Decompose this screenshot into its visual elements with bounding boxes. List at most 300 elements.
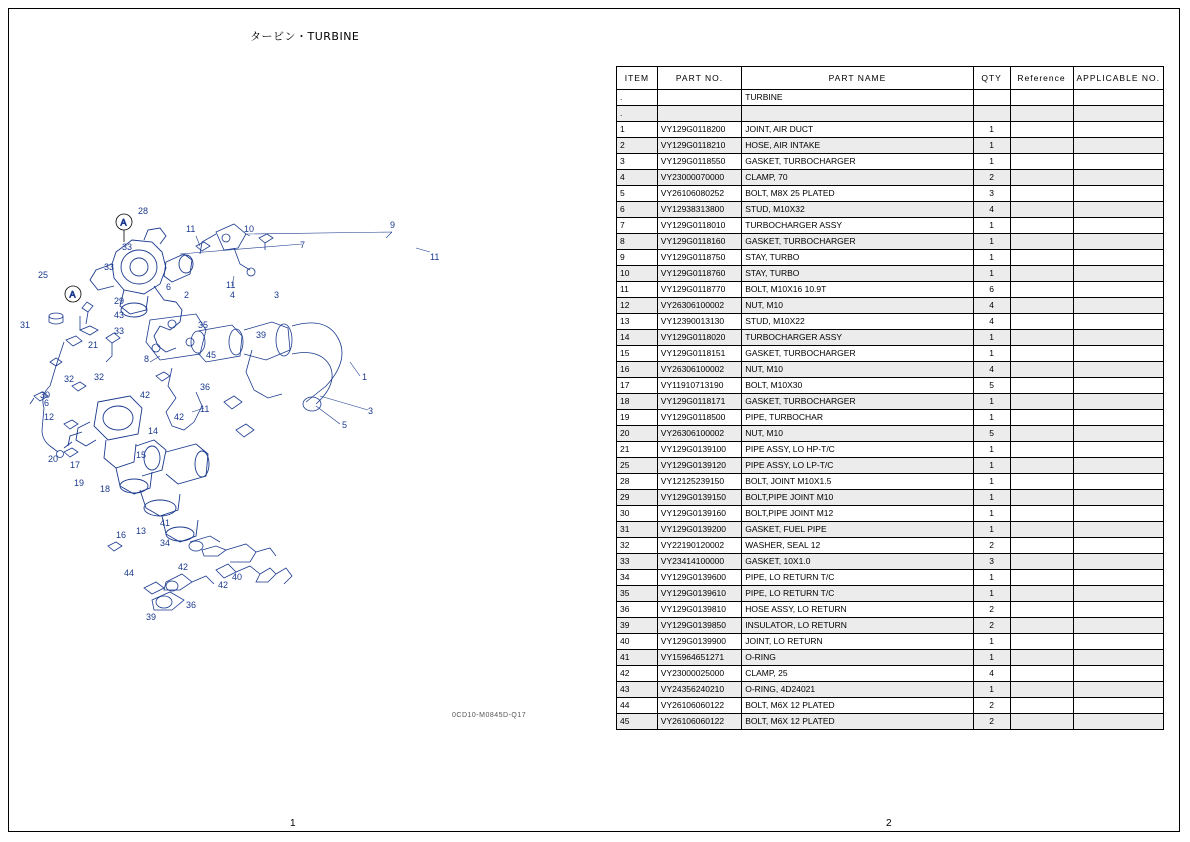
table-row[interactable] (617, 106, 1164, 122)
cell-item: 40 (617, 634, 658, 650)
svg-text:7: 7 (300, 240, 306, 250)
cell-reference (1010, 410, 1073, 426)
cell-part-name: STAY, TURBO (742, 250, 973, 266)
column-header-qty: QTY (973, 67, 1010, 90)
cell-applicable-no (1073, 570, 1164, 586)
table-row[interactable] (617, 442, 1164, 458)
cell-applicable-no (1073, 298, 1164, 314)
cell-part-name: GASKET, FUEL PIPE (742, 522, 973, 538)
cell-qty: 4 (973, 298, 1010, 314)
cell-reference (1010, 442, 1073, 458)
cell-item: 45 (617, 714, 658, 730)
cell-part-no (657, 106, 741, 122)
cell-reference (1010, 538, 1073, 554)
cell-reference (1010, 250, 1073, 266)
cell-reference (1010, 314, 1073, 330)
table-row[interactable] (617, 682, 1164, 698)
svg-text:33: 33 (104, 262, 115, 272)
table-row[interactable] (617, 618, 1164, 634)
table-row[interactable] (617, 634, 1164, 650)
table-row[interactable] (617, 346, 1164, 362)
cell-applicable-no (1073, 106, 1164, 122)
parts-table-container (616, 66, 1164, 730)
cell-item: . (617, 90, 658, 106)
svg-text:A: A (69, 289, 76, 300)
cell-item: 10 (617, 266, 658, 282)
cell-part-name: O-RING, 4D24021 (742, 682, 973, 698)
cell-qty: 4 (973, 314, 1010, 330)
cell-part-no: VY129G0139610 (657, 586, 741, 602)
cell-part-no: VY26306100002 (657, 362, 741, 378)
cell-qty: 2 (973, 714, 1010, 730)
svg-text:42: 42 (140, 390, 151, 400)
table-header-row (617, 67, 1164, 90)
cell-item: 11 (617, 282, 658, 298)
cell-item: 25 (617, 458, 658, 474)
cell-item: 5 (617, 186, 658, 202)
svg-text:A: A (120, 217, 127, 228)
cell-part-no: VY23000025000 (657, 666, 741, 682)
cell-reference (1010, 282, 1073, 298)
svg-text:6: 6 (44, 398, 50, 408)
page-title: タービン・TURBINE (250, 30, 360, 43)
cell-item: 17 (617, 378, 658, 394)
svg-text:20: 20 (48, 454, 59, 464)
svg-text:42: 42 (174, 412, 185, 422)
table-row[interactable] (617, 330, 1164, 346)
table-row[interactable] (617, 186, 1164, 202)
cell-reference (1010, 106, 1073, 122)
svg-text:35: 35 (198, 320, 209, 330)
cell-item: 35 (617, 586, 658, 602)
cell-item: 20 (617, 426, 658, 442)
page-number-right: 2 (886, 818, 892, 829)
cell-item: 41 (617, 650, 658, 666)
svg-text:16: 16 (116, 530, 127, 540)
svg-text:17: 17 (70, 460, 81, 470)
cell-applicable-no (1073, 586, 1164, 602)
cell-part-name: PIPE, TURBOCHAR (742, 410, 973, 426)
cell-item: 36 (617, 602, 658, 618)
cell-applicable-no (1073, 186, 1164, 202)
svg-text:18: 18 (100, 484, 111, 494)
cell-applicable-no (1073, 314, 1164, 330)
svg-text:1: 1 (362, 372, 368, 382)
table-row[interactable] (617, 554, 1164, 570)
cell-qty: 1 (973, 474, 1010, 490)
svg-text:31: 31 (20, 320, 31, 330)
cell-part-no: VY129G0118550 (657, 154, 741, 170)
cell-item: 33 (617, 554, 658, 570)
cell-item: 30 (617, 506, 658, 522)
svg-text:42: 42 (178, 562, 189, 572)
cell-reference (1010, 474, 1073, 490)
cell-reference (1010, 522, 1073, 538)
cell-item: 43 (617, 682, 658, 698)
svg-text:2: 2 (184, 290, 190, 300)
cell-qty: 1 (973, 682, 1010, 698)
cell-reference (1010, 682, 1073, 698)
cell-item: 6 (617, 202, 658, 218)
svg-text:33: 33 (114, 326, 125, 336)
cell-item: 42 (617, 666, 658, 682)
cell-applicable-no (1073, 522, 1164, 538)
cell-part-no: VY11910713190 (657, 378, 741, 394)
cell-applicable-no (1073, 410, 1164, 426)
svg-text:11: 11 (186, 224, 196, 234)
cell-reference (1010, 650, 1073, 666)
cell-qty: 2 (973, 698, 1010, 714)
cell-applicable-no (1073, 698, 1164, 714)
cell-applicable-no (1073, 442, 1164, 458)
cell-qty: 1 (973, 650, 1010, 666)
cell-part-no: VY22190120002 (657, 538, 741, 554)
parts-table-body (617, 90, 1164, 730)
cell-qty: 3 (973, 186, 1010, 202)
cell-reference (1010, 218, 1073, 234)
cell-part-name: HOSE, AIR INTAKE (742, 138, 973, 154)
cell-part-no: VY129G0139200 (657, 522, 741, 538)
figure-code: 0CD10-M0845D-Q17 (452, 712, 527, 719)
table-row[interactable] (617, 506, 1164, 522)
cell-reference (1010, 266, 1073, 282)
svg-text:11: 11 (200, 404, 210, 414)
cell-reference (1010, 378, 1073, 394)
svg-text:33: 33 (122, 242, 133, 252)
table-row[interactable] (617, 218, 1164, 234)
cell-part-name: BOLT, M10X16 10.9T (742, 282, 973, 298)
cell-item: 16 (617, 362, 658, 378)
cell-qty: 5 (973, 378, 1010, 394)
cell-part-name: PIPE, LO RETURN T/C (742, 570, 973, 586)
cell-qty: 1 (973, 346, 1010, 362)
table-row[interactable] (617, 410, 1164, 426)
cell-part-no: VY15964651271 (657, 650, 741, 666)
column-header-part-name: PART NAME (742, 67, 973, 90)
cell-part-name: BOLT, M10X30 (742, 378, 973, 394)
cell-part-no: VY129G0118200 (657, 122, 741, 138)
table-row[interactable] (617, 474, 1164, 490)
cell-part-no: VY129G0118750 (657, 250, 741, 266)
cell-part-no: VY129G0139810 (657, 602, 741, 618)
cell-part-name: BOLT, M6X 12 PLATED (742, 714, 973, 730)
cell-applicable-no (1073, 218, 1164, 234)
cell-applicable-no (1073, 250, 1164, 266)
cell-item: 3 (617, 154, 658, 170)
cell-part-name: HOSE ASSY, LO RETURN (742, 602, 973, 618)
cell-reference (1010, 330, 1073, 346)
cell-part-name: O-RING (742, 650, 973, 666)
cell-qty: 1 (973, 586, 1010, 602)
svg-text:39: 39 (146, 612, 157, 622)
cell-applicable-no (1073, 90, 1164, 106)
cell-part-name: BOLT, JOINT M10X1.5 (742, 474, 973, 490)
cell-qty: 1 (973, 330, 1010, 346)
cell-part-no: VY129G0139120 (657, 458, 741, 474)
cell-qty: 4 (973, 666, 1010, 682)
cell-item: 13 (617, 314, 658, 330)
cell-applicable-no (1073, 122, 1164, 138)
cell-applicable-no (1073, 714, 1164, 730)
cell-part-name: BOLT, M8X 25 PLATED (742, 186, 973, 202)
cell-item: . (617, 106, 658, 122)
cell-part-no: VY26106080252 (657, 186, 741, 202)
svg-text:10: 10 (244, 224, 255, 234)
cell-reference (1010, 458, 1073, 474)
table-row[interactable] (617, 234, 1164, 250)
cell-part-name: GASKET, TURBOCHARGER (742, 154, 973, 170)
cell-part-name: STUD, M10X32 (742, 202, 973, 218)
cell-qty: 1 (973, 490, 1010, 506)
cell-reference (1010, 362, 1073, 378)
cell-qty (973, 106, 1010, 122)
cell-applicable-no (1073, 378, 1164, 394)
cell-applicable-no (1073, 458, 1164, 474)
svg-text:30: 30 (40, 390, 51, 400)
cell-applicable-no (1073, 426, 1164, 442)
cell-reference (1010, 426, 1073, 442)
cell-part-name: BOLT,PIPE JOINT M10 (742, 490, 973, 506)
svg-text:6: 6 (166, 282, 172, 292)
cell-part-name: STUD, M10X22 (742, 314, 973, 330)
cell-part-name: GASKET, TURBOCHARGER (742, 394, 973, 410)
svg-text:43: 43 (114, 310, 125, 320)
svg-text:19: 19 (74, 478, 85, 488)
cell-qty: 1 (973, 442, 1010, 458)
cell-part-name: TURBOCHARGER ASSY (742, 218, 973, 234)
table-row[interactable] (617, 490, 1164, 506)
cell-applicable-no (1073, 490, 1164, 506)
table-row[interactable] (617, 378, 1164, 394)
cell-part-no: VY129G0118151 (657, 346, 741, 362)
cell-item: 29 (617, 490, 658, 506)
cell-qty: 1 (973, 634, 1010, 650)
table-row[interactable] (617, 698, 1164, 714)
cell-part-no: VY129G0139600 (657, 570, 741, 586)
table-row[interactable] (617, 90, 1164, 106)
cell-part-name: JOINT, LO RETURN (742, 634, 973, 650)
svg-text:3: 3 (274, 290, 280, 300)
table-row[interactable] (617, 202, 1164, 218)
svg-text:32: 32 (94, 372, 105, 382)
cell-applicable-no (1073, 682, 1164, 698)
table-row[interactable] (617, 538, 1164, 554)
cell-applicable-no (1073, 618, 1164, 634)
svg-text:3: 3 (368, 406, 374, 416)
cell-item: 44 (617, 698, 658, 714)
svg-text:39: 39 (256, 330, 267, 340)
cell-applicable-no (1073, 394, 1164, 410)
cell-applicable-no (1073, 266, 1164, 282)
cell-applicable-no (1073, 202, 1164, 218)
cell-part-no: VY23000070000 (657, 170, 741, 186)
svg-text:44: 44 (124, 568, 135, 578)
cell-part-name: PIPE, LO RETURN T/C (742, 586, 973, 602)
table-row[interactable] (617, 586, 1164, 602)
cell-reference (1010, 154, 1073, 170)
svg-text:12: 12 (44, 412, 55, 422)
cell-item: 2 (617, 138, 658, 154)
svg-text:34: 34 (160, 538, 171, 548)
cell-qty: 6 (973, 282, 1010, 298)
cell-item: 31 (617, 522, 658, 538)
cell-applicable-no (1073, 650, 1164, 666)
cell-reference (1010, 234, 1073, 250)
cell-applicable-no (1073, 474, 1164, 490)
cell-item: 32 (617, 538, 658, 554)
svg-text:45: 45 (206, 350, 217, 360)
cell-qty (973, 90, 1010, 106)
svg-text:25: 25 (38, 270, 49, 280)
cell-qty: 1 (973, 410, 1010, 426)
cell-applicable-no (1073, 666, 1164, 682)
cell-part-name: JOINT, AIR DUCT (742, 122, 973, 138)
cell-part-no: VY129G0118010 (657, 218, 741, 234)
cell-part-name: STAY, TURBO (742, 266, 973, 282)
table-row[interactable] (617, 426, 1164, 442)
cell-part-no: VY129G0139160 (657, 506, 741, 522)
svg-text:36: 36 (186, 600, 197, 610)
cell-applicable-no (1073, 138, 1164, 154)
svg-text:4: 4 (230, 290, 236, 300)
parts-table (616, 66, 1164, 730)
cell-qty: 1 (973, 218, 1010, 234)
cell-qty: 2 (973, 538, 1010, 554)
cell-reference (1010, 298, 1073, 314)
cell-reference (1010, 394, 1073, 410)
cell-qty: 2 (973, 602, 1010, 618)
cell-reference (1010, 346, 1073, 362)
table-row[interactable] (617, 714, 1164, 730)
cell-reference (1010, 170, 1073, 186)
svg-text:11: 11 (430, 252, 440, 262)
table-row[interactable] (617, 298, 1164, 314)
table-row[interactable] (617, 122, 1164, 138)
table-row[interactable] (617, 170, 1164, 186)
table-row[interactable] (617, 138, 1164, 154)
cell-part-no: VY23414100000 (657, 554, 741, 570)
table-row[interactable] (617, 266, 1164, 282)
cell-part-no: VY129G0118160 (657, 234, 741, 250)
cell-part-name: GASKET, TURBOCHARGER (742, 346, 973, 362)
cell-applicable-no (1073, 538, 1164, 554)
svg-text:28: 28 (138, 206, 149, 216)
cell-part-no: VY129G0118770 (657, 282, 741, 298)
cell-qty: 4 (973, 202, 1010, 218)
table-row[interactable] (617, 570, 1164, 586)
table-row[interactable] (617, 650, 1164, 666)
column-header-item: ITEM (617, 67, 658, 90)
cell-qty: 5 (973, 426, 1010, 442)
cell-qty: 1 (973, 122, 1010, 138)
cell-reference (1010, 570, 1073, 586)
cell-qty: 1 (973, 394, 1010, 410)
cell-item: 34 (617, 570, 658, 586)
cell-reference (1010, 490, 1073, 506)
cell-part-name: NUT, M10 (742, 362, 973, 378)
table-row[interactable] (617, 602, 1164, 618)
cell-qty: 1 (973, 522, 1010, 538)
cell-applicable-no (1073, 602, 1164, 618)
table-row[interactable] (617, 666, 1164, 682)
svg-text:14: 14 (148, 426, 159, 436)
svg-text:5: 5 (342, 420, 348, 430)
svg-text:32: 32 (64, 374, 75, 384)
cell-item: 19 (617, 410, 658, 426)
cell-qty: 3 (973, 554, 1010, 570)
table-row[interactable] (617, 458, 1164, 474)
cell-part-no (657, 90, 741, 106)
cell-qty: 1 (973, 266, 1010, 282)
cell-part-no: VY129G0139850 (657, 618, 741, 634)
cell-part-name: NUT, M10 (742, 298, 973, 314)
svg-text:36: 36 (200, 382, 211, 392)
cell-part-no: VY129G0118171 (657, 394, 741, 410)
cell-part-no: VY26306100002 (657, 298, 741, 314)
svg-text:13: 13 (136, 526, 147, 536)
cell-part-no: VY24356240210 (657, 682, 741, 698)
cell-part-name: INSULATOR, LO RETURN (742, 618, 973, 634)
cell-part-name: PIPE ASSY, LO LP-T/C (742, 458, 973, 474)
cell-part-no: VY12125239150 (657, 474, 741, 490)
column-header-part-no: PART NO. (657, 67, 741, 90)
table-row[interactable] (617, 394, 1164, 410)
cell-qty: 1 (973, 234, 1010, 250)
svg-text:21: 21 (88, 340, 99, 350)
cell-item: 28 (617, 474, 658, 490)
table-row[interactable] (617, 282, 1164, 298)
table-row[interactable] (617, 362, 1164, 378)
cell-qty: 1 (973, 458, 1010, 474)
cell-item: 7 (617, 218, 658, 234)
table-row[interactable] (617, 522, 1164, 538)
svg-text:40: 40 (232, 572, 243, 582)
column-header-applicable-no: APPLICABLE NO. (1073, 67, 1164, 90)
cell-reference (1010, 618, 1073, 634)
cell-part-no: VY129G0139150 (657, 490, 741, 506)
table-row[interactable] (617, 314, 1164, 330)
cell-item: 12 (617, 298, 658, 314)
cell-reference (1010, 586, 1073, 602)
cell-part-no: VY129G0118500 (657, 410, 741, 426)
cell-reference (1010, 186, 1073, 202)
cell-part-no: VY129G0118760 (657, 266, 741, 282)
cell-reference (1010, 506, 1073, 522)
cell-reference (1010, 602, 1073, 618)
cell-part-no: VY12938313800 (657, 202, 741, 218)
cell-reference (1010, 90, 1073, 106)
cell-item: 39 (617, 618, 658, 634)
cell-part-name: CLAMP, 70 (742, 170, 973, 186)
cell-qty: 2 (973, 170, 1010, 186)
cell-part-name: NUT, M10 (742, 426, 973, 442)
cell-part-no: VY129G0118020 (657, 330, 741, 346)
cell-part-name: TURBINE (742, 90, 973, 106)
cell-part-name (742, 106, 973, 122)
cell-item: 9 (617, 250, 658, 266)
cell-part-no: VY26106060122 (657, 714, 741, 730)
page-number-left: 1 (290, 818, 296, 829)
table-row[interactable] (617, 250, 1164, 266)
cell-part-no: VY129G0139900 (657, 634, 741, 650)
cell-item: 15 (617, 346, 658, 362)
cell-item: 18 (617, 394, 658, 410)
table-row[interactable] (617, 154, 1164, 170)
cell-item: 1 (617, 122, 658, 138)
cell-part-no: VY26106060122 (657, 698, 741, 714)
cell-item: 14 (617, 330, 658, 346)
cell-part-name: GASKET, 10X1.0 (742, 554, 973, 570)
